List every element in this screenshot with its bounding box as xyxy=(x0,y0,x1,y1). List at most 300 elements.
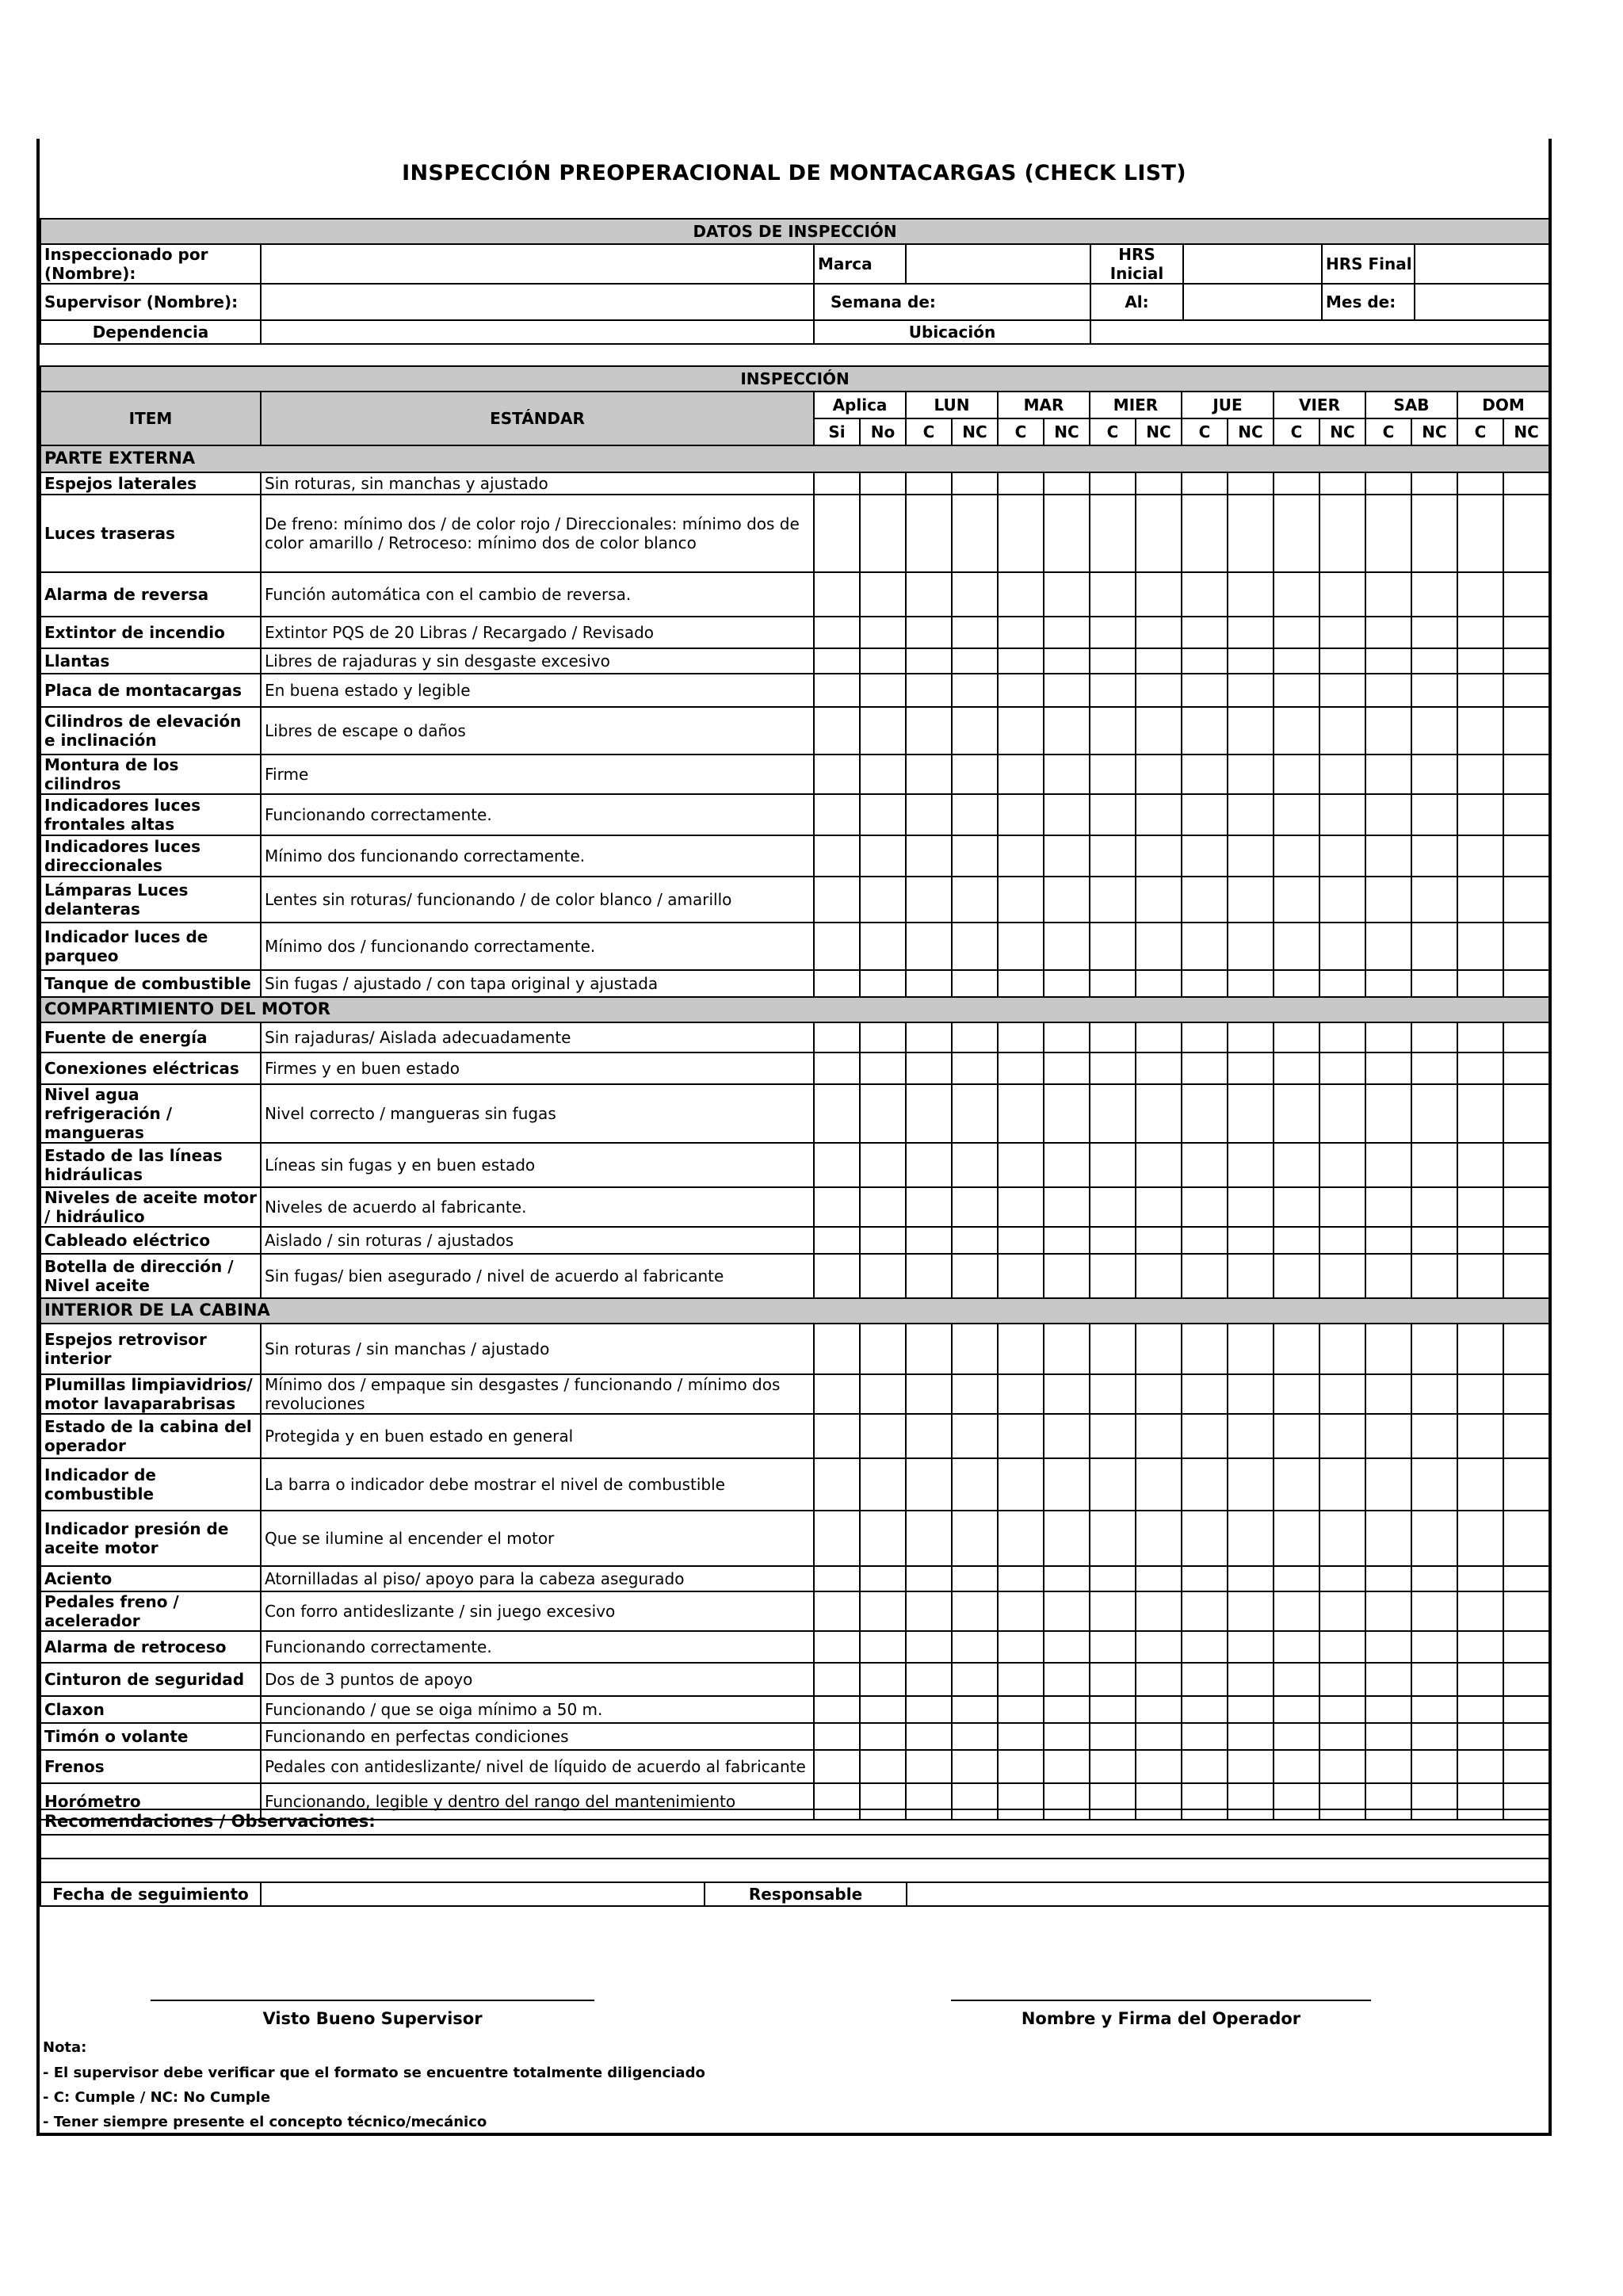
check-cell[interactable] xyxy=(906,674,952,707)
check-cell[interactable] xyxy=(1044,1143,1090,1187)
check-cell[interactable] xyxy=(1411,1254,1457,1298)
check-cell[interactable] xyxy=(1319,1143,1365,1187)
check-cell[interactable] xyxy=(1503,1750,1549,1783)
check-cell[interactable] xyxy=(1228,1084,1274,1143)
check-cell[interactable] xyxy=(1365,877,1411,923)
check-cell[interactable] xyxy=(1319,970,1365,997)
check-cell[interactable] xyxy=(1503,1591,1549,1631)
check-cell[interactable] xyxy=(1411,1414,1457,1458)
check-cell[interactable] xyxy=(1044,1187,1090,1227)
check-cell[interactable] xyxy=(1136,1511,1182,1566)
check-cell[interactable] xyxy=(1365,1254,1411,1298)
check-cell[interactable] xyxy=(814,1187,860,1227)
check-cell[interactable] xyxy=(1136,1187,1182,1227)
check-cell[interactable] xyxy=(1136,648,1182,674)
check-cell[interactable] xyxy=(952,1143,998,1187)
check-cell[interactable] xyxy=(1044,1663,1090,1696)
check-cell[interactable] xyxy=(906,1750,952,1783)
check-cell[interactable] xyxy=(952,877,998,923)
check-cell[interactable] xyxy=(1182,1187,1228,1227)
check-cell[interactable] xyxy=(1044,923,1090,970)
check-cell[interactable] xyxy=(952,835,998,877)
check-cell[interactable] xyxy=(1274,755,1319,794)
check-cell[interactable] xyxy=(1365,1696,1411,1723)
check-cell[interactable] xyxy=(1503,794,1549,835)
check-cell[interactable] xyxy=(1457,617,1503,648)
check-cell[interactable] xyxy=(860,674,906,707)
check-cell[interactable] xyxy=(1182,877,1228,923)
check-cell[interactable] xyxy=(906,1254,952,1298)
check-cell[interactable] xyxy=(1503,648,1549,674)
check-cell[interactable] xyxy=(1365,1511,1411,1566)
check-cell[interactable] xyxy=(1090,674,1136,707)
check-cell[interactable] xyxy=(1319,1750,1365,1783)
check-cell[interactable] xyxy=(1090,1374,1136,1414)
check-cell[interactable] xyxy=(1228,707,1274,755)
check-cell[interactable] xyxy=(1319,1458,1365,1511)
check-cell[interactable] xyxy=(1182,1143,1228,1187)
check-cell[interactable] xyxy=(1274,1084,1319,1143)
check-cell[interactable] xyxy=(1411,495,1457,572)
check-cell[interactable] xyxy=(1319,1696,1365,1723)
check-cell[interactable] xyxy=(1044,1374,1090,1414)
check-cell[interactable] xyxy=(1274,648,1319,674)
check-cell[interactable] xyxy=(1274,1696,1319,1723)
check-cell[interactable] xyxy=(860,1631,906,1663)
check-cell[interactable] xyxy=(1503,1022,1549,1052)
dependencia-field[interactable] xyxy=(261,320,814,344)
check-cell[interactable] xyxy=(1274,1052,1319,1084)
check-cell[interactable] xyxy=(1136,1631,1182,1663)
check-cell[interactable] xyxy=(1274,617,1319,648)
check-cell[interactable] xyxy=(1365,495,1411,572)
check-cell[interactable] xyxy=(1457,495,1503,572)
check-cell[interactable] xyxy=(1090,1566,1136,1591)
check-cell[interactable] xyxy=(906,1324,952,1374)
check-cell[interactable] xyxy=(1274,1187,1319,1227)
check-cell[interactable] xyxy=(1319,923,1365,970)
check-cell[interactable] xyxy=(1457,755,1503,794)
check-cell[interactable] xyxy=(998,1187,1044,1227)
check-cell[interactable] xyxy=(1411,755,1457,794)
check-cell[interactable] xyxy=(1182,1696,1228,1723)
check-cell[interactable] xyxy=(814,1374,860,1414)
check-cell[interactable] xyxy=(1503,877,1549,923)
check-cell[interactable] xyxy=(1182,495,1228,572)
check-cell[interactable] xyxy=(1228,1324,1274,1374)
check-cell[interactable] xyxy=(1090,755,1136,794)
check-cell[interactable] xyxy=(906,1663,952,1696)
check-cell[interactable] xyxy=(860,1591,906,1631)
check-cell[interactable] xyxy=(1136,1084,1182,1143)
check-cell[interactable] xyxy=(1365,1458,1411,1511)
check-cell[interactable] xyxy=(906,1458,952,1511)
check-cell[interactable] xyxy=(1044,1511,1090,1566)
check-cell[interactable] xyxy=(998,794,1044,835)
check-cell[interactable] xyxy=(1182,835,1228,877)
check-cell[interactable] xyxy=(1503,1458,1549,1511)
check-cell[interactable] xyxy=(1090,1143,1136,1187)
check-cell[interactable] xyxy=(1044,970,1090,997)
check-cell[interactable] xyxy=(814,835,860,877)
check-cell[interactable] xyxy=(1274,1414,1319,1458)
check-cell[interactable] xyxy=(1411,1324,1457,1374)
check-cell[interactable] xyxy=(906,1227,952,1254)
check-cell[interactable] xyxy=(1090,572,1136,617)
check-cell[interactable] xyxy=(1182,648,1228,674)
check-cell[interactable] xyxy=(1457,674,1503,707)
check-cell[interactable] xyxy=(998,617,1044,648)
check-cell[interactable] xyxy=(1319,707,1365,755)
check-cell[interactable] xyxy=(1228,794,1274,835)
check-cell[interactable] xyxy=(998,648,1044,674)
check-cell[interactable] xyxy=(906,572,952,617)
check-cell[interactable] xyxy=(952,1414,998,1458)
check-cell[interactable] xyxy=(1503,1084,1549,1143)
check-cell[interactable] xyxy=(906,648,952,674)
check-cell[interactable] xyxy=(1365,1052,1411,1084)
check-cell[interactable] xyxy=(1365,755,1411,794)
check-cell[interactable] xyxy=(1319,835,1365,877)
check-cell[interactable] xyxy=(998,1254,1044,1298)
check-cell[interactable] xyxy=(1228,674,1274,707)
check-cell[interactable] xyxy=(1044,755,1090,794)
check-cell[interactable] xyxy=(814,572,860,617)
check-cell[interactable] xyxy=(1136,1458,1182,1511)
check-cell[interactable] xyxy=(860,794,906,835)
check-cell[interactable] xyxy=(1090,1254,1136,1298)
check-cell[interactable] xyxy=(1044,674,1090,707)
check-cell[interactable] xyxy=(952,1458,998,1511)
check-cell[interactable] xyxy=(1182,1723,1228,1750)
check-cell[interactable] xyxy=(814,923,860,970)
check-cell[interactable] xyxy=(860,1084,906,1143)
check-cell[interactable] xyxy=(952,1750,998,1783)
check-cell[interactable] xyxy=(1457,794,1503,835)
check-cell[interactable] xyxy=(814,1227,860,1254)
check-cell[interactable] xyxy=(1136,1374,1182,1414)
check-cell[interactable] xyxy=(1411,617,1457,648)
check-cell[interactable] xyxy=(860,1750,906,1783)
check-cell[interactable] xyxy=(1365,1084,1411,1143)
check-cell[interactable] xyxy=(1136,1591,1182,1631)
check-cell[interactable] xyxy=(1274,495,1319,572)
check-cell[interactable] xyxy=(814,1750,860,1783)
check-cell[interactable] xyxy=(1090,1414,1136,1458)
check-cell[interactable] xyxy=(1274,472,1319,495)
check-cell[interactable] xyxy=(1090,1663,1136,1696)
check-cell[interactable] xyxy=(1090,1052,1136,1084)
check-cell[interactable] xyxy=(906,472,952,495)
check-cell[interactable] xyxy=(1365,1227,1411,1254)
responsable-field[interactable] xyxy=(907,1882,1549,1906)
check-cell[interactable] xyxy=(952,1723,998,1750)
check-cell[interactable] xyxy=(1411,794,1457,835)
check-cell[interactable] xyxy=(1182,707,1228,755)
check-cell[interactable] xyxy=(906,1143,952,1187)
check-cell[interactable] xyxy=(1182,1374,1228,1414)
check-cell[interactable] xyxy=(1136,1723,1182,1750)
check-cell[interactable] xyxy=(998,1227,1044,1254)
check-cell[interactable] xyxy=(906,1696,952,1723)
check-cell[interactable] xyxy=(1228,495,1274,572)
check-cell[interactable] xyxy=(906,1566,952,1591)
check-cell[interactable] xyxy=(1365,1591,1411,1631)
check-cell[interactable] xyxy=(906,1631,952,1663)
check-cell[interactable] xyxy=(998,495,1044,572)
check-cell[interactable] xyxy=(860,1414,906,1458)
check-cell[interactable] xyxy=(1503,1324,1549,1374)
check-cell[interactable] xyxy=(1044,495,1090,572)
check-cell[interactable] xyxy=(1411,1084,1457,1143)
check-cell[interactable] xyxy=(860,755,906,794)
check-cell[interactable] xyxy=(1136,1022,1182,1052)
check-cell[interactable] xyxy=(1090,1631,1136,1663)
check-cell[interactable] xyxy=(860,472,906,495)
check-cell[interactable] xyxy=(952,794,998,835)
check-cell[interactable] xyxy=(952,572,998,617)
check-cell[interactable] xyxy=(1136,495,1182,572)
check-cell[interactable] xyxy=(1503,1254,1549,1298)
check-cell[interactable] xyxy=(998,1750,1044,1783)
check-cell[interactable] xyxy=(860,572,906,617)
check-cell[interactable] xyxy=(814,1022,860,1052)
check-cell[interactable] xyxy=(1136,835,1182,877)
check-cell[interactable] xyxy=(814,1052,860,1084)
check-cell[interactable] xyxy=(860,1254,906,1298)
check-cell[interactable] xyxy=(1365,472,1411,495)
check-cell[interactable] xyxy=(906,755,952,794)
check-cell[interactable] xyxy=(906,794,952,835)
check-cell[interactable] xyxy=(1182,1631,1228,1663)
check-cell[interactable] xyxy=(1365,1143,1411,1187)
check-cell[interactable] xyxy=(1365,674,1411,707)
check-cell[interactable] xyxy=(1319,1052,1365,1084)
check-cell[interactable] xyxy=(1411,1723,1457,1750)
check-cell[interactable] xyxy=(1365,835,1411,877)
check-cell[interactable] xyxy=(814,794,860,835)
check-cell[interactable] xyxy=(906,1511,952,1566)
check-cell[interactable] xyxy=(1090,1084,1136,1143)
check-cell[interactable] xyxy=(1182,1750,1228,1783)
check-cell[interactable] xyxy=(952,472,998,495)
check-cell[interactable] xyxy=(1411,970,1457,997)
check-cell[interactable] xyxy=(1503,1227,1549,1254)
check-cell[interactable] xyxy=(1503,1696,1549,1723)
check-cell[interactable] xyxy=(906,923,952,970)
check-cell[interactable] xyxy=(906,1022,952,1052)
check-cell[interactable] xyxy=(1136,1227,1182,1254)
check-cell[interactable] xyxy=(1457,1022,1503,1052)
check-cell[interactable] xyxy=(998,572,1044,617)
check-cell[interactable] xyxy=(1228,835,1274,877)
check-cell[interactable] xyxy=(1044,1696,1090,1723)
check-cell[interactable] xyxy=(1044,1591,1090,1631)
check-cell[interactable] xyxy=(1457,1511,1503,1566)
check-cell[interactable] xyxy=(998,1374,1044,1414)
check-cell[interactable] xyxy=(1182,794,1228,835)
recomendaciones-field-1[interactable] xyxy=(40,1835,1549,1859)
check-cell[interactable] xyxy=(1274,1663,1319,1696)
check-cell[interactable] xyxy=(952,648,998,674)
check-cell[interactable] xyxy=(1365,1723,1411,1750)
check-cell[interactable] xyxy=(1044,835,1090,877)
check-cell[interactable] xyxy=(1503,572,1549,617)
check-cell[interactable] xyxy=(1090,1324,1136,1374)
check-cell[interactable] xyxy=(1457,1324,1503,1374)
check-cell[interactable] xyxy=(1228,1696,1274,1723)
check-cell[interactable] xyxy=(1274,970,1319,997)
check-cell[interactable] xyxy=(1457,572,1503,617)
check-cell[interactable] xyxy=(952,1084,998,1143)
check-cell[interactable] xyxy=(998,1052,1044,1084)
check-cell[interactable] xyxy=(1411,1591,1457,1631)
check-cell[interactable] xyxy=(1457,1254,1503,1298)
check-cell[interactable] xyxy=(1411,1511,1457,1566)
check-cell[interactable] xyxy=(1228,1591,1274,1631)
check-cell[interactable] xyxy=(998,1696,1044,1723)
check-cell[interactable] xyxy=(860,1052,906,1084)
check-cell[interactable] xyxy=(1136,1052,1182,1084)
check-cell[interactable] xyxy=(1274,674,1319,707)
check-cell[interactable] xyxy=(906,1414,952,1458)
check-cell[interactable] xyxy=(952,1663,998,1696)
check-cell[interactable] xyxy=(1319,1414,1365,1458)
check-cell[interactable] xyxy=(1411,1696,1457,1723)
check-cell[interactable] xyxy=(952,707,998,755)
check-cell[interactable] xyxy=(906,1187,952,1227)
check-cell[interactable] xyxy=(1136,1750,1182,1783)
check-cell[interactable] xyxy=(1457,1458,1503,1511)
check-cell[interactable] xyxy=(1228,877,1274,923)
check-cell[interactable] xyxy=(1090,1187,1136,1227)
check-cell[interactable] xyxy=(1503,1631,1549,1663)
check-cell[interactable] xyxy=(952,495,998,572)
check-cell[interactable] xyxy=(1044,1227,1090,1254)
check-cell[interactable] xyxy=(1044,1750,1090,1783)
check-cell[interactable] xyxy=(814,1723,860,1750)
check-cell[interactable] xyxy=(814,1324,860,1374)
check-cell[interactable] xyxy=(1365,707,1411,755)
check-cell[interactable] xyxy=(1457,1696,1503,1723)
check-cell[interactable] xyxy=(1136,1143,1182,1187)
supervisor-signature-line[interactable] xyxy=(151,2000,594,2001)
check-cell[interactable] xyxy=(1319,1374,1365,1414)
check-cell[interactable] xyxy=(1228,1566,1274,1591)
check-cell[interactable] xyxy=(1182,1254,1228,1298)
check-cell[interactable] xyxy=(1457,1227,1503,1254)
check-cell[interactable] xyxy=(860,648,906,674)
check-cell[interactable] xyxy=(998,877,1044,923)
check-cell[interactable] xyxy=(1274,1143,1319,1187)
check-cell[interactable] xyxy=(1136,1566,1182,1591)
check-cell[interactable] xyxy=(1274,1374,1319,1414)
check-cell[interactable] xyxy=(814,674,860,707)
check-cell[interactable] xyxy=(1228,1227,1274,1254)
check-cell[interactable] xyxy=(1182,617,1228,648)
check-cell[interactable] xyxy=(1319,1022,1365,1052)
check-cell[interactable] xyxy=(1228,1143,1274,1187)
check-cell[interactable] xyxy=(1457,1723,1503,1750)
check-cell[interactable] xyxy=(1228,1414,1274,1458)
check-cell[interactable] xyxy=(1228,472,1274,495)
check-cell[interactable] xyxy=(906,835,952,877)
check-cell[interactable] xyxy=(1411,835,1457,877)
al-field[interactable] xyxy=(1183,284,1322,320)
check-cell[interactable] xyxy=(814,1663,860,1696)
check-cell[interactable] xyxy=(1228,1750,1274,1783)
check-cell[interactable] xyxy=(1319,1254,1365,1298)
check-cell[interactable] xyxy=(1365,1324,1411,1374)
check-cell[interactable] xyxy=(1365,1187,1411,1227)
check-cell[interactable] xyxy=(952,1324,998,1374)
check-cell[interactable] xyxy=(860,970,906,997)
check-cell[interactable] xyxy=(1411,877,1457,923)
check-cell[interactable] xyxy=(1182,1511,1228,1566)
check-cell[interactable] xyxy=(952,1227,998,1254)
check-cell[interactable] xyxy=(860,923,906,970)
check-cell[interactable] xyxy=(1457,1143,1503,1187)
check-cell[interactable] xyxy=(906,1084,952,1143)
check-cell[interactable] xyxy=(906,970,952,997)
check-cell[interactable] xyxy=(1457,970,1503,997)
check-cell[interactable] xyxy=(1136,1696,1182,1723)
check-cell[interactable] xyxy=(1365,617,1411,648)
check-cell[interactable] xyxy=(1457,1566,1503,1591)
check-cell[interactable] xyxy=(1319,794,1365,835)
check-cell[interactable] xyxy=(1503,923,1549,970)
check-cell[interactable] xyxy=(1411,1374,1457,1414)
check-cell[interactable] xyxy=(1228,648,1274,674)
check-cell[interactable] xyxy=(1319,1591,1365,1631)
check-cell[interactable] xyxy=(1457,1591,1503,1631)
check-cell[interactable] xyxy=(814,755,860,794)
check-cell[interactable] xyxy=(1182,472,1228,495)
check-cell[interactable] xyxy=(814,1143,860,1187)
check-cell[interactable] xyxy=(1457,707,1503,755)
check-cell[interactable] xyxy=(1319,1084,1365,1143)
check-cell[interactable] xyxy=(1274,1227,1319,1254)
check-cell[interactable] xyxy=(1182,1022,1228,1052)
check-cell[interactable] xyxy=(952,617,998,648)
check-cell[interactable] xyxy=(1503,472,1549,495)
check-cell[interactable] xyxy=(998,1566,1044,1591)
check-cell[interactable] xyxy=(952,755,998,794)
mes-field[interactable] xyxy=(1415,284,1549,320)
check-cell[interactable] xyxy=(1411,1566,1457,1591)
check-cell[interactable] xyxy=(1274,1324,1319,1374)
check-cell[interactable] xyxy=(860,495,906,572)
check-cell[interactable] xyxy=(1228,755,1274,794)
check-cell[interactable] xyxy=(1365,1631,1411,1663)
check-cell[interactable] xyxy=(860,1511,906,1566)
check-cell[interactable] xyxy=(1457,648,1503,674)
check-cell[interactable] xyxy=(1044,1723,1090,1750)
check-cell[interactable] xyxy=(1090,1227,1136,1254)
check-cell[interactable] xyxy=(998,707,1044,755)
check-cell[interactable] xyxy=(1274,794,1319,835)
check-cell[interactable] xyxy=(1457,877,1503,923)
check-cell[interactable] xyxy=(814,1254,860,1298)
check-cell[interactable] xyxy=(860,707,906,755)
check-cell[interactable] xyxy=(1503,970,1549,997)
check-cell[interactable] xyxy=(1319,495,1365,572)
check-cell[interactable] xyxy=(1274,877,1319,923)
check-cell[interactable] xyxy=(998,1022,1044,1052)
check-cell[interactable] xyxy=(1182,1324,1228,1374)
check-cell[interactable] xyxy=(998,1143,1044,1187)
check-cell[interactable] xyxy=(1457,1750,1503,1783)
